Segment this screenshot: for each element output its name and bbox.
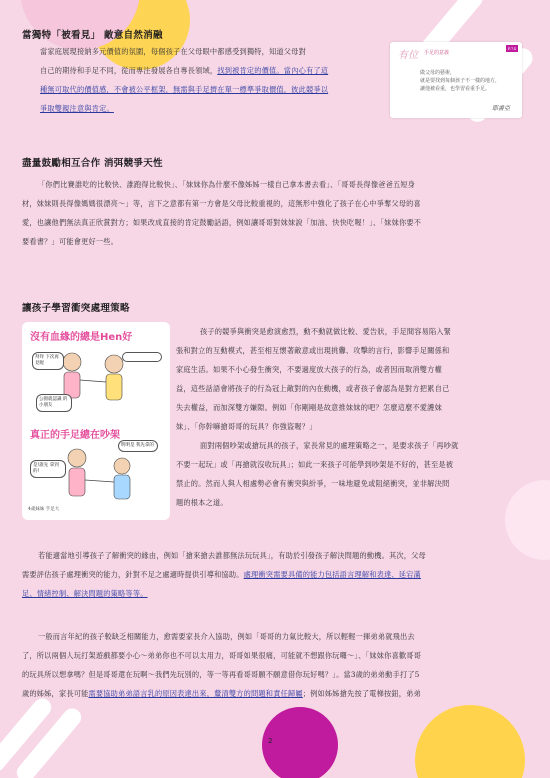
paragraph-line	[40, 99, 380, 118]
paragraph-line: 孩子的競爭與衝突是愈演愈烈，動不動就做比較、愛告狀，手足間容易陷入緊	[200, 327, 452, 336]
paragraph-line	[22, 684, 528, 703]
speech-bubble-empty	[122, 352, 162, 362]
section-1-body	[40, 42, 380, 118]
paragraph-line: 材，妹妹則長得像媽媽很漂亮～」等，言下之意都有第一方會是父母比較重視的，這無形中強化了孩子在心中爭奪父母的喜	[22, 199, 421, 208]
section-3-title: 讓孩子學習衝突處理策略	[22, 303, 130, 314]
card-line: 做父母的藝術，	[420, 70, 456, 76]
section-1-title: 當獨特「被看見」 敵意自然消融	[22, 30, 163, 41]
paragraph-line: 的玩具所以想拿嗎？但是哥哥還在玩啊～我們先玩別的，等一等再看哥哥願不願意借你玩好嗎？」。當3歲的弟弟動手打了5	[22, 670, 420, 679]
speech-bubble: 公園就認識 的小朋友	[36, 394, 72, 412]
highlight-link: 足、情緒控制、解決問題的策略等等。	[22, 589, 148, 598]
text: ；例如姊姊搶先按了電梯按鈕，弟弟	[302, 689, 421, 698]
highlight-link: 需要協助弟弟語言乳的原因表達出來，釐清雙方的問題和責任歸屬	[88, 689, 303, 698]
section-2-body	[22, 175, 528, 251]
paragraph-line: 愛，也讓他們無法真正欣賞對方；如果改成直接的肯定鼓勵話語，例如讓哥哥對妹妹說「加油、快快吃喔！」、「妹妹你要不	[22, 218, 422, 227]
paragraph-line: 張和對立的互動模式，甚至相互懷著敵意或出現挑釁、攻擊的言行，影響手足關係和	[176, 346, 450, 355]
paragraph-line: 禁止的。然而人與人相處勢必會有衝突與紛爭，一味地避免或阻絕衝突，並非解決問	[176, 479, 450, 488]
paragraph-line: 題的根本之道。	[176, 498, 228, 507]
paragraph-line: 面對兩個吵架或搶玩具的孩子，家長常見的處理策略之一，是要求孩子「再吵就	[200, 441, 459, 450]
paragraph-line	[22, 565, 528, 584]
page-number: 2	[268, 737, 273, 745]
paragraph-line: 益，這些話語會將孩子的行為冠上敵對的內在動機，或者孩子會認為是對方把累自己	[176, 384, 450, 393]
paragraph-line: 了，所以兩個人玩打架遊戲都要小心～弟弟你也不可以太用力，哥哥如果很痛，可能就不想跟你玩囉～」、「妹妹你喜歡哥哥	[22, 651, 422, 660]
section-2-title: 盡量鼓勵相互合作 消弭競爭天性	[22, 158, 163, 169]
paragraph-line	[40, 80, 380, 99]
highlight-link: 爭取雙親注意與肯定。	[40, 104, 114, 113]
card-text	[420, 69, 500, 93]
speech-bubble: 明明是 我先拿的	[118, 440, 158, 452]
text: 需要評估孩子處理衝突的能力，針對不足之處適時提供引導和協助。	[22, 570, 244, 579]
paragraph-line: 「你們比賽誰吃的比較快、誰跑得比較快」、「妹妹你為什麼不像姊姊一樣自己拿本書去看」、「哥哥長得像爸爸五短身	[38, 180, 416, 189]
card-subtitle: 手足的意義	[424, 50, 450, 56]
card-title: 有位	[398, 50, 418, 61]
comic-title-bottom: 真正的手足總在吵架	[30, 430, 120, 441]
card-signature: 耶書亞	[491, 105, 510, 112]
card-line: 就是要找到每個孩子不一樣的地方，	[420, 78, 501, 84]
paragraph-line	[22, 584, 528, 603]
speech-bubble: 是!誰先 拿到的!	[30, 460, 66, 478]
paragraph-line: 若能適當地引導孩子了解衝突的緣由，例如「搶來搶去誰都無法玩玩具」，有助於引發孩子解決問題的動機。其次，父母	[38, 551, 426, 560]
paragraph-line: 一般而言年紀的孩子較缺乏相關能力，愈需要家長介入協助，例如「哥哥的力氣比較大，所以輕輕一揮弟弟就飛出去	[38, 632, 415, 641]
highlight-link: 處理衝突需要具備的能力包括語言理解和表達、延宕滿	[243, 570, 421, 579]
quote-card	[390, 42, 522, 118]
paragraph-line: 當家庭展現接納多元價值的氛圍，每個孩子在父母眼中都感受到獨特，知道父母對	[40, 47, 306, 56]
speech-bubble: 拜拜 下次再見喔	[32, 352, 64, 370]
section-3-body-right	[176, 322, 526, 512]
card-line: 讓他被看重，也學習看重手足。	[420, 86, 491, 92]
paragraph-line	[40, 61, 380, 80]
text: 自己的期待和手足不同，從而專注發展各自專長領域，	[40, 66, 218, 75]
paragraph-line: 失去權益，而加深雙方嫌隙。例如「你剛剛是故意推妹妹的吧？怎麼這麼不愛護妹	[176, 403, 442, 412]
paragraph-line: 不要一起玩」或「再搶就沒收玩具」；如此一來孩子可能學到吵架是不好的，甚至是被	[176, 460, 454, 469]
paragraph-line: 妹」、「你幹嘛搶哥哥的玩具？你強盜喔？」	[176, 422, 317, 431]
section-3-body-full	[22, 546, 528, 603]
highlight-link: 找到被肯定的價值。當內心有了這	[217, 66, 329, 75]
highlight-link: 種無可取代的價值感，不會被公平框架，無需與手足擠在單一標準爭取價值，彼此競爭以	[40, 85, 329, 94]
paragraph-line: 家庭生活。如果不小心發生衝突，不要過度放大孩子的行為，或者因而取消雙方權	[176, 365, 442, 374]
comic-illustration	[22, 322, 170, 520]
section-3-body-last	[22, 627, 528, 703]
card-badge: P.74	[507, 46, 516, 51]
text: 歲的姊姊，家長可能	[22, 689, 89, 698]
comic-title-top: 沒有血緣的總是Hen好	[30, 332, 133, 343]
comic-caption: 4歲妹妹 手足大	[28, 507, 60, 512]
paragraph-line: 要看書？」可能會更好一些。	[22, 237, 119, 246]
